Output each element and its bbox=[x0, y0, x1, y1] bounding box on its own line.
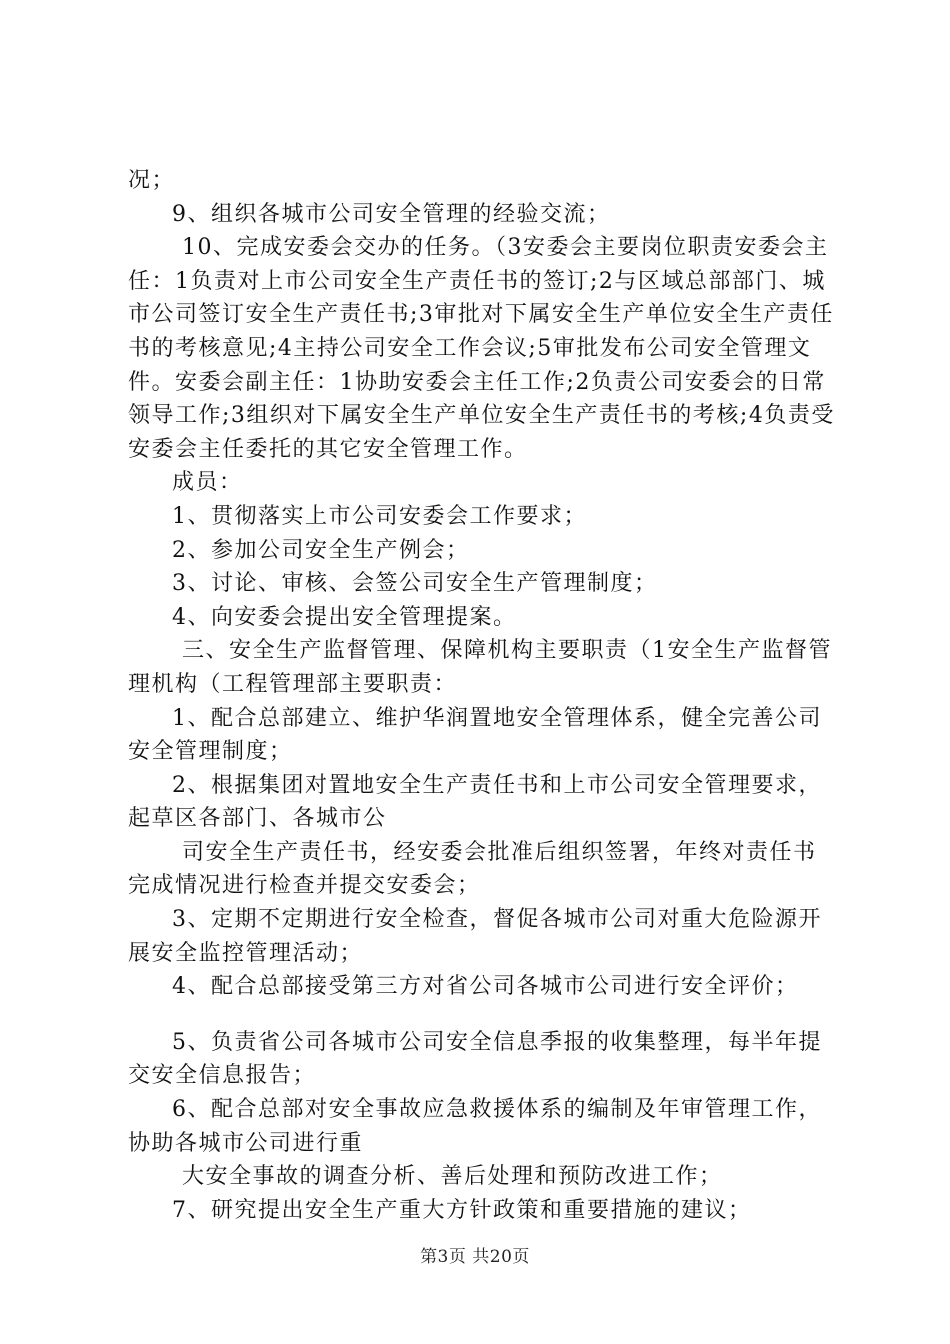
paragraph-duty-6-continued: 大安全事故的调查分析、善后处理和预防改进工作； bbox=[182, 1164, 723, 1190]
paragraph-duty-4: 4、配合总部接受第三方对省公司各城市公司进行安全评价； bbox=[172, 974, 799, 1000]
paragraph-member-item-1: 1、贯彻落实上市公司安委会工作要求； bbox=[172, 503, 587, 529]
paragraph-duty-3: 3、定期不定期进行安全检查，督促各城市公司对重大危险源开展安全监控管理活动； bbox=[128, 907, 822, 966]
paragraph-member-item-3: 3、讨论、审核、会签公司安全生产管理制度； bbox=[172, 571, 658, 597]
paragraph-duty-2: 2、根据集团对置地安全生产责任书和上市公司安全管理要求，起草区各部门、各城市公 bbox=[128, 772, 822, 832]
paragraph-spacer bbox=[128, 1004, 838, 1026]
paragraph-duty-6: 6、配合总部对安全事故应急救援体系的编制及年审管理工作，协助各城市公司进行重 bbox=[128, 1097, 822, 1156]
paragraph-continuation: 况； bbox=[128, 168, 176, 193]
document-body bbox=[128, 164, 838, 1227]
paragraph-duty-1: 1、配合总部建立、维护华润置地安全管理体系，健全完善公司安全管理制度； bbox=[128, 705, 822, 765]
paragraph-duty-5: 5、负责省公司各城市公司安全信息季报的收集整理，每半年提交安全信息报告； bbox=[128, 1029, 822, 1089]
paragraph-duty-7: 7、研究提出安全生产重大方针政策和重要措施的建议； bbox=[172, 1197, 752, 1223]
paragraph-member-item-2: 2、参加公司安全生产例会； bbox=[172, 537, 470, 563]
paragraph-item-9: 9、组织各城市公司安全管理的经验交流； bbox=[172, 201, 611, 227]
paragraph-member-item-4: 4、向安委会提出安全管理提案。 bbox=[172, 604, 517, 630]
section-heading-three: 三、安全生产监督管理、保障机构主要职责（1安全生产监督管理机构（工程管理部主要职责： bbox=[128, 638, 832, 697]
paragraph-duty-2-continued: 司安全生产责任书，经安委会批准后组织签署，年终对责任书完成情况进行检查并提交安委会； bbox=[128, 839, 817, 899]
paragraph-item-10: 10、完成安委会交办的任务。（3安委会主要岗位职责安委会主任：1负责对上市公司安全生产责任书的签订;2与区域总部部门、城市公司签订安全生产责任书;3审批对下属安全生产单位安全生产责任书的考核意见;4主持公司安全工作会议;5审批发布公司安全管理文件。安委会副主任：1协助安委会主任工作;2负责公司安委会的日常领导工作;3组织对下属安全生产单位安全生产责任书的考核;4负责受安委会主任委托的其它安全管理工作。 bbox=[128, 235, 835, 462]
page-number-footer: 第3页 共20页 bbox=[420, 1247, 530, 1267]
paragraph-members-heading: 成员： bbox=[172, 470, 243, 496]
